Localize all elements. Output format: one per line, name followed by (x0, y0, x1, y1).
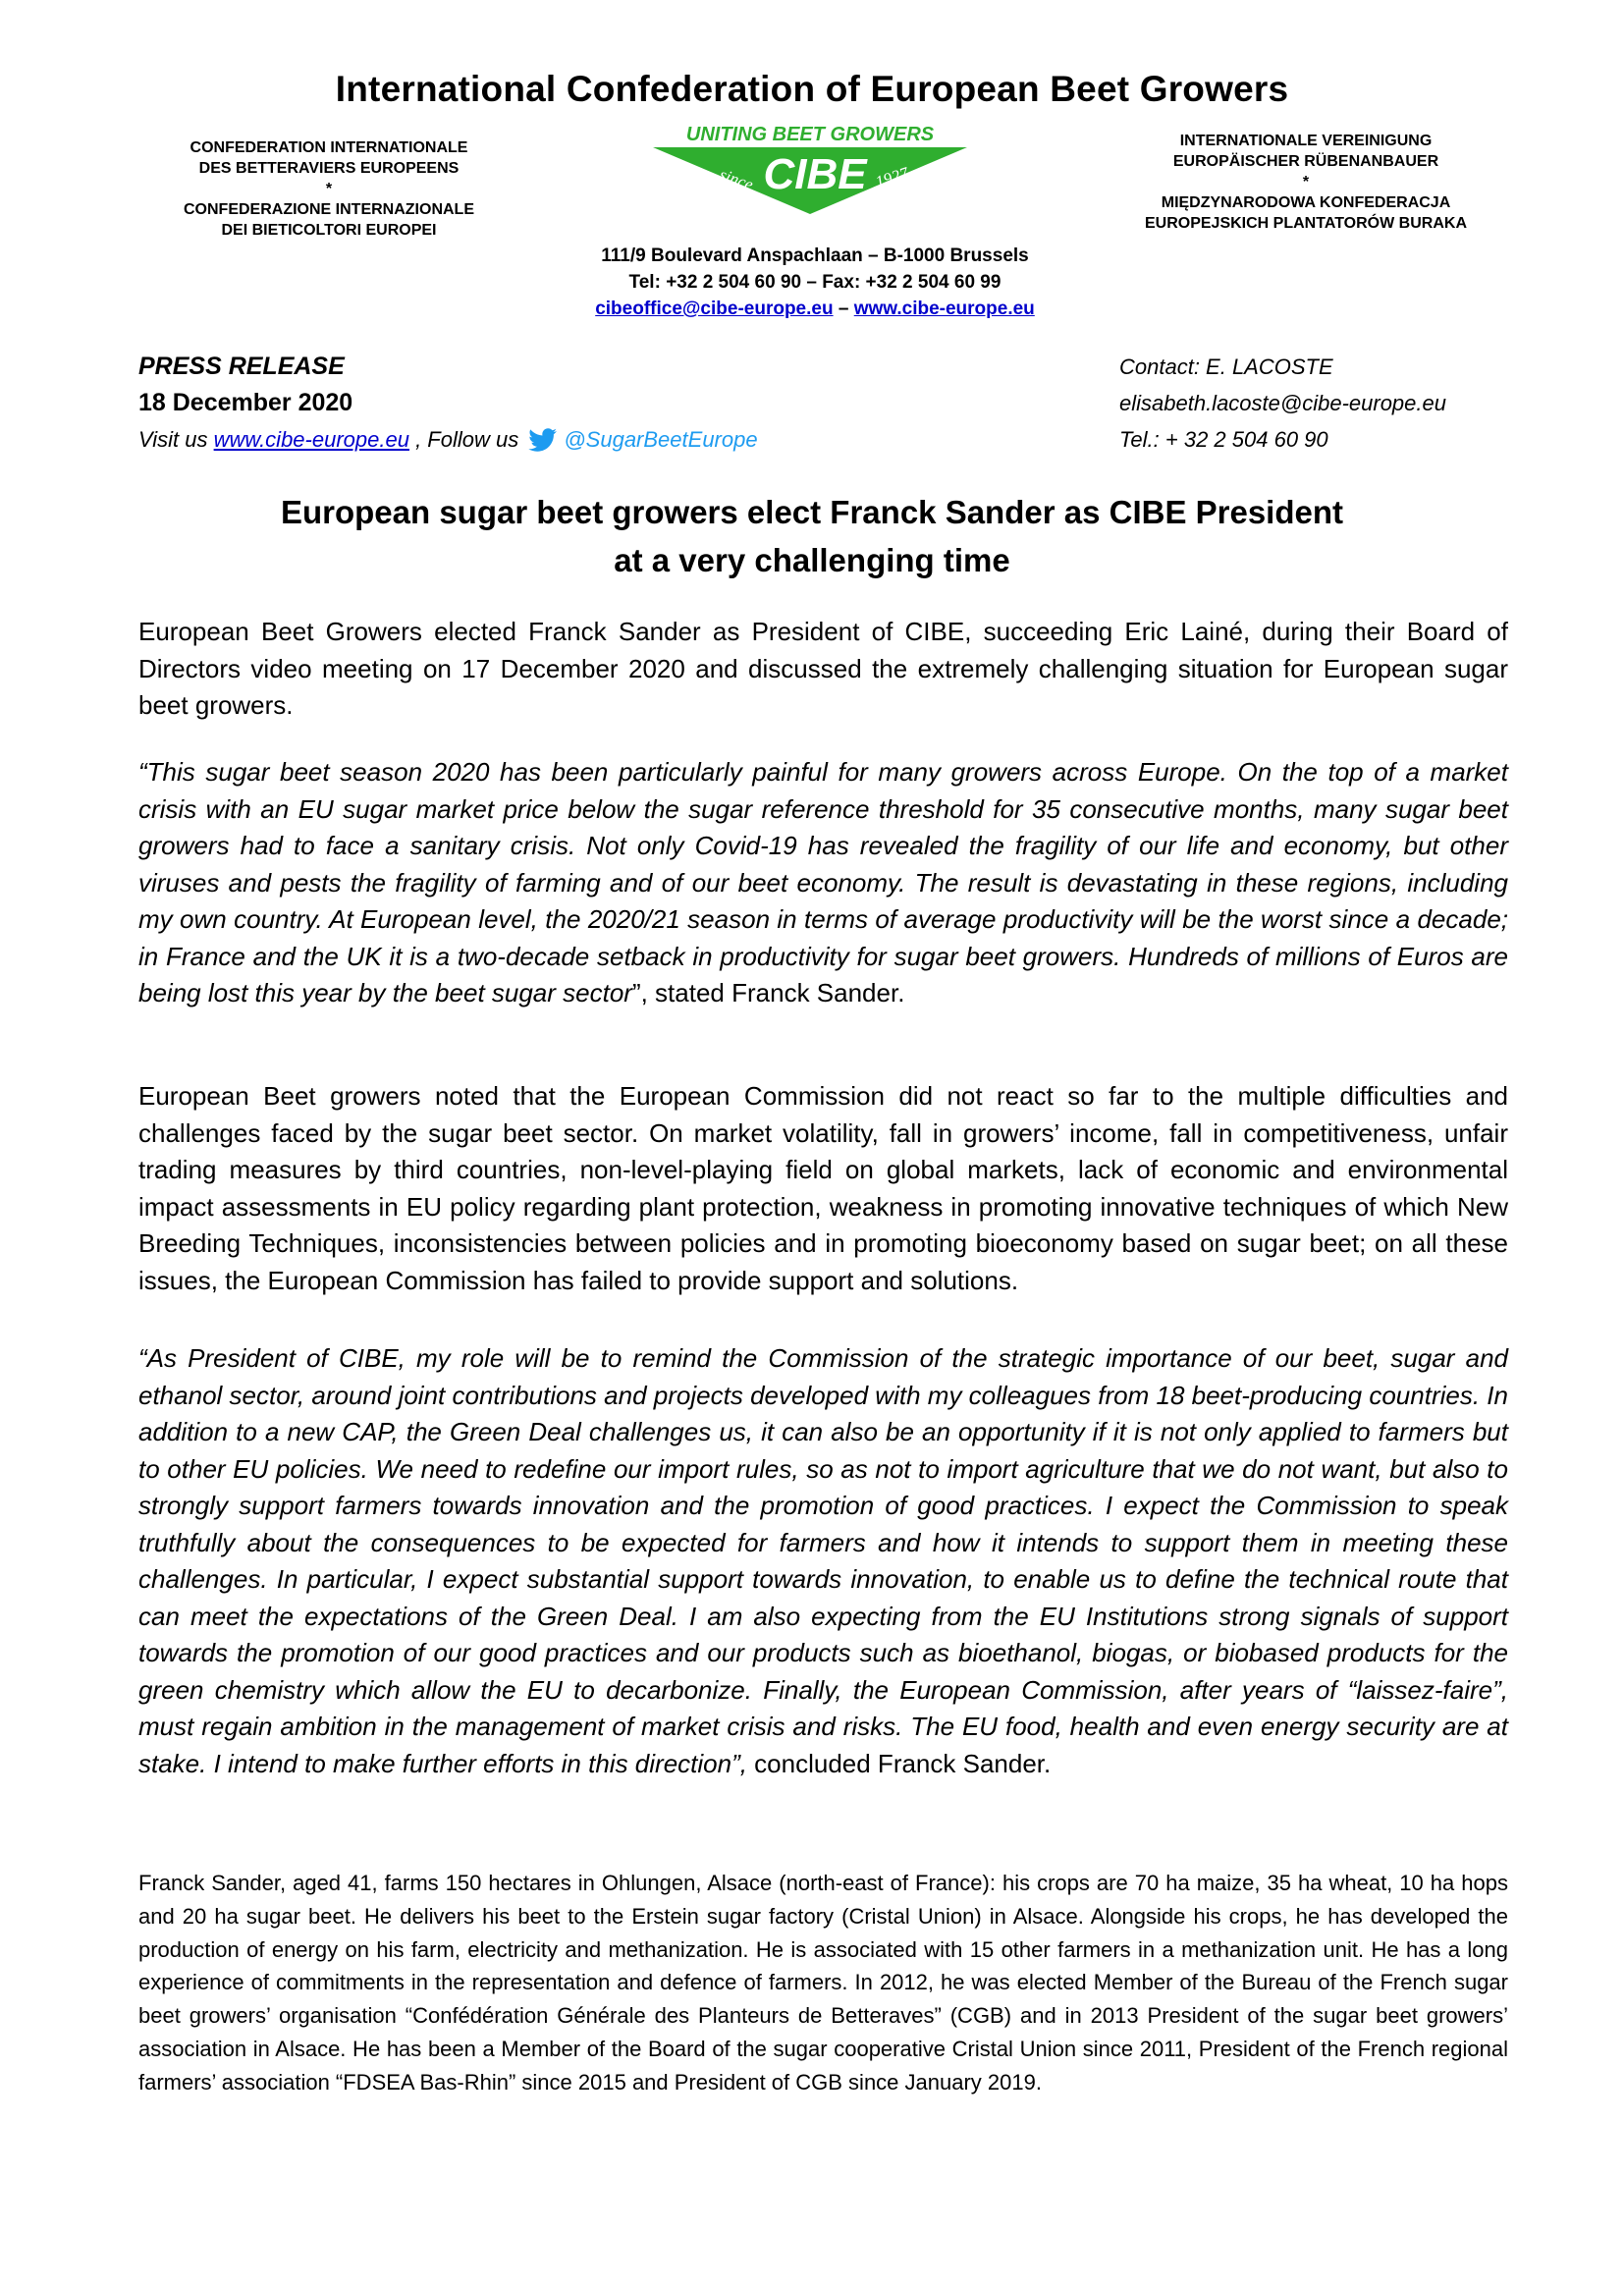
header-right-line: INTERNATIONALE VEREINIGUNG (1179, 133, 1433, 149)
follow-text: , Follow us (408, 427, 525, 452)
contact-email: elisabeth.lacoste@cibe-europe.eu (1119, 391, 1446, 415)
quote-president-attribution: concluded Franck Sander. (746, 1748, 1052, 1778)
paragraph-quote-president (138, 1340, 1508, 1782)
phone-fax: Tel: +32 2 504 60 90 – Fax: +32 2 504 60 99 (628, 272, 1001, 293)
headline-line-2: at a very challenging time (614, 542, 1010, 578)
office-email-link[interactable]: cibeoffice@cibe-europe.eu (595, 299, 834, 319)
postal-address: 111/9 Boulevard Anspachlaan – B-1000 Brussels (601, 245, 1029, 266)
press-release-label: PRESS RELEASE (138, 353, 345, 380)
paragraph-intro: European Beet Growers elected Franck Sander as President of CIBE, succeeding Eric Lainé, during their Board of Directors video meeting on 17 December 2020 and discussed the extremely challenging situation for European sugar beet growers. (138, 617, 1508, 720)
quote-president-text: “As President of CIBE, my role will be to remind the Commission of the strategic importance of our beet, sugar and ethanol sector, around joint contributions and projects developed with my colleagues from 18 beet-producing countries. In addition to a new CAP, the Green Deal challenges us, it can also be an opportunity if it is not only applied to farmers but to other EU policies. We need to redefine our import rules, so as not to import agriculture that we do not want, but also to strongly support farmers towards innovation and the promotion of good practices. I expect the Commission to speak truthfully about the consequences to be expected for farmers and how it intends to support them in meeting these challenges. In particular, I expect substantial support towards innovation, to enable us to define the technical route that can meet the expectations of the Green Deal. I am also expecting from the EU Institutions strong signals of support towards the promotion of our good practices and our products such as bioethanol, biogas, or biobased products for the green chemistry which allow the EU to decarbonize. Finally, the European Commission, after years of “laissez-faire”, must regain ambition in the management of market crisis and risks. The EU food, health and even energy security are at stake. I intend to make further efforts in this direction”, (138, 1343, 1508, 1778)
contact-phone: Tel.: + 32 2 504 60 90 (1119, 427, 1328, 452)
release-meta (138, 349, 758, 458)
website-link[interactable]: www.cibe-europe.eu (853, 299, 1035, 319)
paragraph-quote-season (138, 754, 1508, 1012)
paragraph-commission: European Beet growers noted that the European Commission did not react so far to the multiple difficulties and challenges faced by the sugar beet sector. On market volatility, fall in growers’ income, fall in competitiveness, unfair trading measures by third countries, non-level-playing field on global markets, lack of economic and environmental impact assessments in EU policy regarding plant protection, weakness in promoting innovative techniques of which New Breeding Techniques, inconsistencies between policies and in promoting bioeconomy based on sugar beet; on all these issues, the European Commission has failed to provide support and solutions. (138, 1081, 1508, 1295)
logo-year: 1927 (873, 163, 911, 192)
headline-line-1: European sugar beet growers elect Franck Sander as CIBE President (280, 494, 1344, 530)
visit-website-link[interactable]: www.cibe-europe.eu (213, 427, 409, 452)
header-left-line: * (325, 181, 333, 197)
logo-triangle-icon (648, 124, 972, 217)
quote-season-attribution: ”, stated Franck Sander. (631, 978, 905, 1007)
twitter-handle[interactable]: @SugarBeetEurope (564, 427, 758, 452)
header-left-line: DES BETTERAVIERS EUROPEENS (198, 160, 460, 177)
twitter-bird-icon[interactable] (528, 428, 558, 452)
release-date: 18 December 2020 (138, 389, 353, 416)
logo-name: CIBE (763, 150, 867, 198)
quote-season-text: “This sugar beet season 2020 has been particularly painful for many growers across Europe. On the top of a market crisis with an EU sugar market price below the sugar reference threshold for 35 consecutive months, many sugar beet growers had to face a sanitary crisis. Not only Covid-19 has revealed the fragility of our life and economy, but other viruses and pests the fragility of farming and of our beet economy. The result is devastating in these regions, including my own country. At European level, the 2020/21 season in terms of average productivity will be the worst since a decade; in France and the UK it is a two-decade setback in productivity for sugar beet growers. Hundreds of millions of Euros are being lost this year by the beet sugar sector (138, 757, 1508, 1007)
header-left-line: CONFEDERATION INTERNATIONALE (189, 139, 468, 156)
headline (0, 488, 1624, 584)
biography-paragraph: Franck Sander, aged 41, farms 150 hectares in Ohlungen, Alsace (north-east of France): his crops are 70 ha maize, 35 ha wheat, 10 ha hops and 20 ha sugar beet. He delivers his beet to the Erstein sugar factory (Cristal Union) in Alsace. Alongside his crops, he has developed the production of energy on his farm, electricity and methanization. He is associated with 15 other farmers in a methanization unit. He has a long experience of commitments in the representation and defence of farmers. In 2012, he was elected Member of the Bureau of the French sugar beet growers’ organisation “Confédération Générale des Planteurs de Betteraves” (CGB) and in 2013 President of the sugar beet growers’ association in Alsace. He has been a Member of the Board of the sugar cooperative Cristal Union since 2011, President of the French regional farmers’ association “FDSEA Bas-Rhin” since 2015 and President of CGB since January 2019. (138, 1871, 1508, 2095)
logo-slogan: UNITING BEET GROWERS (685, 124, 935, 145)
header-left-line: CONFEDERAZIONE INTERNAZIONALE (184, 201, 474, 218)
contact-name: Contact: E. LACOSTE (1119, 354, 1333, 379)
header-right-line: MIĘDZYNARODOWA KONFEDERACJA (1161, 194, 1451, 211)
cibe-logo (648, 124, 972, 212)
visit-prefix: Visit us (138, 427, 214, 452)
organization-title: International Confederation of European Beet Growers (335, 69, 1289, 109)
header-right-line: * (1302, 174, 1310, 190)
press-contact (1119, 349, 1446, 458)
separator: – (838, 299, 849, 319)
header-left-names (133, 137, 525, 241)
header-right-line: EUROPEJSKICH PLANTATORÓW BURAKA (1144, 215, 1467, 232)
email-web-line (530, 296, 1100, 322)
header-right-line: EUROPÄISCHER RÜBENANBAUER (1172, 153, 1439, 170)
header-right-names (1090, 131, 1522, 234)
header-left-line: DEI BIETICOLTORI EUROPEI (221, 222, 437, 239)
contact-block (530, 243, 1100, 322)
visit-follow-line (138, 421, 758, 458)
logo-since: since (717, 164, 756, 194)
